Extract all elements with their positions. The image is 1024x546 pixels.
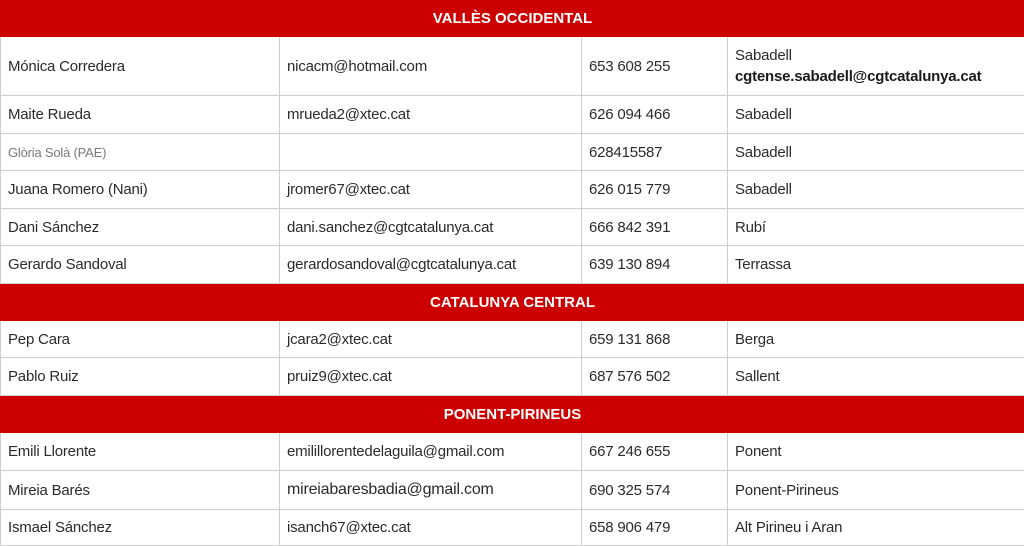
contact-name: Glòria Solà (PAE) xyxy=(1,134,280,171)
contact-location: Sabadell xyxy=(728,96,1024,134)
contact-location: Sabadell xyxy=(728,134,1024,171)
contact-location-email[interactable]: cgtense.sabadell@cgtcatalunya.cat xyxy=(735,66,1017,87)
contact-email[interactable]: jcara2@xtec.cat xyxy=(280,321,582,358)
table-row xyxy=(1,209,1024,246)
section-header xyxy=(1,396,1024,433)
contact-phone: 626 094 466 xyxy=(582,96,728,134)
contact-phone: 667 246 655 xyxy=(582,433,728,471)
table-row xyxy=(1,433,1024,471)
contact-name: Gerardo Sandoval xyxy=(1,246,280,284)
contact-phone: 653 608 255 xyxy=(582,37,728,96)
contact-location: Sallent xyxy=(728,358,1024,396)
table-row xyxy=(1,510,1024,546)
contact-phone: 658 906 479 xyxy=(582,510,728,546)
contact-name: Pablo Ruiz xyxy=(1,358,280,396)
contact-name: Maite Rueda xyxy=(1,96,280,134)
table-row xyxy=(1,358,1024,396)
contact-phone: 659 131 868 xyxy=(582,321,728,358)
contact-location: Terrassa xyxy=(728,246,1024,284)
contact-name: Emili Llorente xyxy=(1,433,280,471)
contact-phone: 626 015 779 xyxy=(582,171,728,209)
contact-location-cell xyxy=(728,37,1024,96)
contact-email xyxy=(280,134,582,171)
contact-location: Berga xyxy=(728,321,1024,358)
table-row xyxy=(1,246,1024,284)
contact-email[interactable]: pruiz9@xtec.cat xyxy=(280,358,582,396)
contact-location: Sabadell xyxy=(728,171,1024,209)
contact-phone: 628415587 xyxy=(582,134,728,171)
contact-email[interactable]: mireiabaresbadia@gmail.com xyxy=(280,471,582,510)
section-title: CATALUNYA CENTRAL xyxy=(430,294,595,311)
contact-name: Juana Romero (Nani) xyxy=(1,171,280,209)
table-row xyxy=(1,171,1024,209)
table-row xyxy=(1,321,1024,358)
contact-email[interactable]: dani.sanchez@cgtcatalunya.cat xyxy=(280,209,582,246)
contact-email[interactable]: nicacm@hotmail.com xyxy=(280,37,582,96)
contact-name: Mónica Corredera xyxy=(1,37,280,96)
contact-phone: 666 842 391 xyxy=(582,209,728,246)
contact-location: Ponent-Pirineus xyxy=(728,471,1024,510)
table-row xyxy=(1,134,1024,171)
contact-location: Rubí xyxy=(728,209,1024,246)
table-row xyxy=(1,471,1024,510)
contact-email[interactable]: emilillorentedelaguila@gmail.com xyxy=(280,433,582,471)
contact-location: Ponent xyxy=(728,433,1024,471)
contact-email[interactable]: gerardosandoval@cgtcatalunya.cat xyxy=(280,246,582,284)
section-header xyxy=(1,284,1024,321)
contact-email[interactable]: jromer67@xtec.cat xyxy=(280,171,582,209)
section-header xyxy=(1,1,1024,37)
contact-name: Pep Cara xyxy=(1,321,280,358)
contact-name: Dani Sánchez xyxy=(1,209,280,246)
table-row xyxy=(1,96,1024,134)
contact-phone: 639 130 894 xyxy=(582,246,728,284)
contact-email[interactable]: mrueda2@xtec.cat xyxy=(280,96,582,134)
section-title: PONENT-PIRINEUS xyxy=(444,406,582,423)
contact-location: Alt Pirineu i Aran xyxy=(728,510,1024,546)
contact-name: Mireia Barés xyxy=(1,471,280,510)
contact-location: Sabadell xyxy=(735,45,1017,66)
contact-name: Ismael Sánchez xyxy=(1,510,280,546)
table-row xyxy=(1,37,1024,96)
contact-email[interactable]: isanch67@xtec.cat xyxy=(280,510,582,546)
contact-phone: 687 576 502 xyxy=(582,358,728,396)
section-title: VALLÈS OCCIDENTAL xyxy=(433,10,592,27)
contact-phone: 690 325 574 xyxy=(582,471,728,510)
